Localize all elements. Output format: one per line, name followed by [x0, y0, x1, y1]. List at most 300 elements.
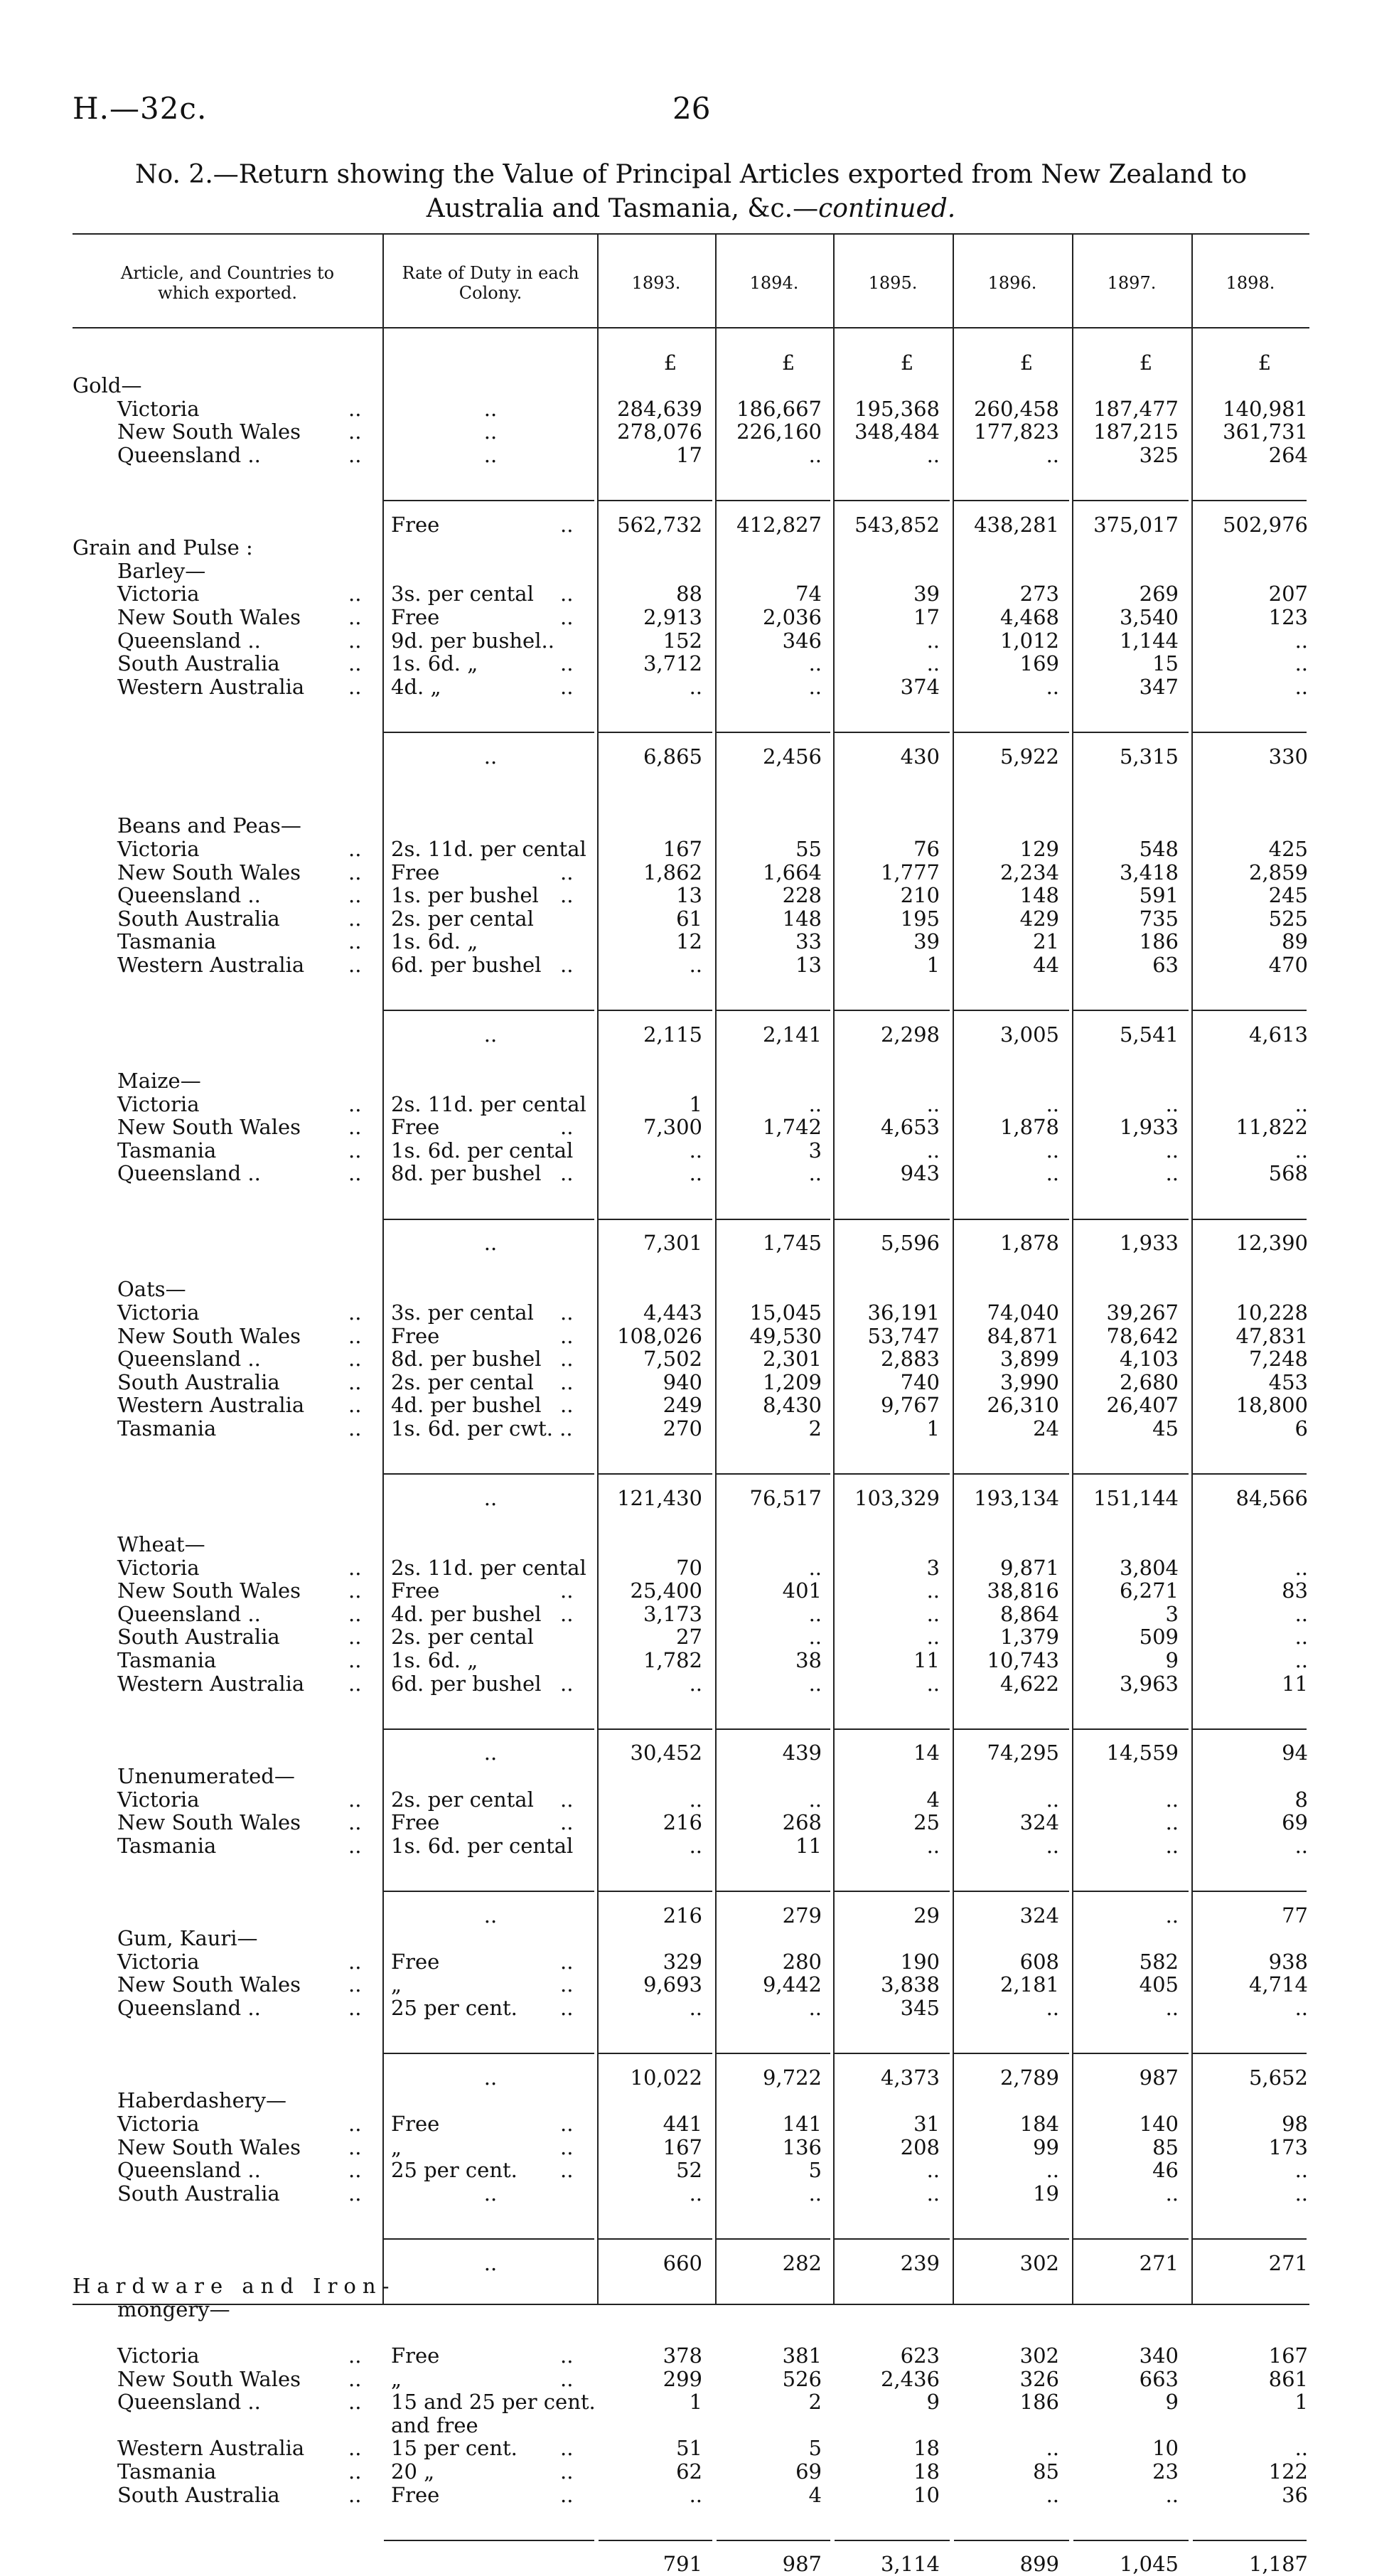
table-row: [0, 2437, 1394, 2460]
table-row: [0, 2390, 1394, 2414]
value-cell: 2: [808, 2390, 822, 2415]
total-rule: [1193, 2238, 1307, 2240]
value-cell: 39: [913, 582, 940, 606]
value-cell: 69: [795, 2459, 822, 2484]
total-rule: [1073, 1219, 1189, 1220]
value-cell: 2,115: [643, 1022, 702, 1047]
duty-rate: 1s. 6d. „: [391, 929, 478, 954]
value-cell: 282: [782, 2250, 822, 2275]
value-cell: 18,800: [1235, 1393, 1308, 1418]
value-cell: 7,301: [643, 1231, 702, 1256]
value-cell: 1,045: [1119, 2552, 1179, 2576]
value-cell: 2,436: [880, 2366, 940, 2391]
value-cell: 4: [808, 2482, 822, 2507]
leader-dots: ..: [348, 1625, 362, 1650]
value-cell: 27: [676, 1625, 702, 1650]
value-cell: 430: [900, 744, 940, 769]
leader-dots: ..: [560, 2482, 574, 2507]
value-cell: 61: [676, 906, 702, 931]
total-rule: [1193, 1891, 1307, 1892]
value-cell: 62: [676, 2459, 702, 2484]
value-cell: 208: [900, 2134, 940, 2159]
duty-rate: ..: [483, 1741, 498, 1765]
group-label: Grain and Pulse :: [73, 535, 253, 560]
total-rule: [1193, 2540, 1307, 2541]
value-cell: 340: [1139, 2343, 1179, 2368]
value-cell: 2,883: [880, 1347, 940, 1372]
total-rule: [384, 2238, 594, 2240]
value-cell: 167: [663, 2134, 702, 2159]
value-cell: ..: [689, 1833, 702, 1858]
country-label: South Australia: [117, 2181, 280, 2206]
value-cell: 1: [926, 1416, 940, 1441]
country-label: Western Australia: [117, 1393, 305, 1418]
leader-dots: ..: [560, 1671, 574, 1696]
leader-dots: ..: [560, 1323, 574, 1348]
value-cell: 329: [663, 1949, 702, 1974]
duty-rate: ..: [483, 2250, 498, 2275]
value-cell: 325: [1139, 442, 1179, 467]
value-cell: 6,271: [1119, 1578, 1179, 1603]
total-rule: [1073, 1891, 1189, 1892]
value-cell: 1,933: [1119, 1115, 1179, 1140]
value-cell: ..: [689, 674, 702, 699]
total-rule: [1073, 1473, 1189, 1475]
value-cell: 51: [676, 2436, 702, 2461]
value-cell: 83: [1282, 1578, 1308, 1603]
leader-dots: ..: [348, 2134, 362, 2159]
table-row: [0, 1162, 1394, 1185]
value-cell: 1,144: [1119, 628, 1179, 653]
value-cell: 122: [1268, 2459, 1308, 2484]
column-header-1896: 1896.: [987, 273, 1037, 293]
table-row: [0, 1371, 1394, 1394]
value-cell: ..: [1165, 1996, 1179, 2020]
value-cell: 94: [1282, 1741, 1308, 1765]
leader-dots: ..: [348, 1787, 362, 1812]
value-cell: 9,442: [762, 1972, 822, 1997]
leader-dots: ..: [348, 1393, 362, 1418]
table-row: [0, 884, 1394, 907]
value-cell: 361,731: [1223, 419, 1308, 444]
country-label: Queensland ..: [117, 2158, 261, 2183]
value-cell: 2,301: [762, 1347, 822, 1372]
value-cell: 526: [782, 2366, 822, 2391]
country-label: Queensland ..: [117, 883, 261, 908]
leader-dots: ..: [560, 1810, 574, 1835]
value-cell: 591: [1139, 883, 1179, 908]
value-cell: 548: [1139, 837, 1179, 861]
duty-rate: 2s. per cental: [391, 906, 534, 931]
total-rule: [384, 1473, 594, 1475]
value-cell: 938: [1268, 1949, 1308, 1974]
country-label: Victoria: [117, 1787, 200, 1812]
leader-dots: ..: [348, 1996, 362, 2020]
value-cell: 4,468: [999, 605, 1059, 629]
duty-rate: 2s. 11d. per cental: [391, 1555, 586, 1580]
value-cell: 10: [1152, 2436, 1179, 2461]
total-rule: [717, 732, 830, 733]
value-cell: 26,310: [987, 1393, 1059, 1418]
duty-rate: Free: [391, 1115, 440, 1140]
leader-dots: ..: [348, 2343, 362, 2368]
table-row: [0, 1973, 1394, 1997]
value-cell: ..: [1046, 2436, 1059, 2461]
duty-rate: 4d. per bushel: [391, 1601, 542, 1626]
table-row: [0, 1788, 1394, 1812]
value-cell: 84,566: [1235, 1485, 1308, 1510]
value-cell: ..: [1046, 1833, 1059, 1858]
leader-dots: ..: [348, 929, 362, 954]
value-cell: 3,838: [880, 1972, 940, 1997]
duty-rate: 25 per cent.: [391, 1996, 518, 2020]
group-heading-row: [0, 1765, 1394, 1788]
value-cell: 1,862: [643, 860, 702, 885]
value-cell: 85: [1152, 2134, 1179, 2159]
value-cell: 899: [1019, 2552, 1059, 2576]
column-header-1894: 1894.: [749, 273, 799, 293]
value-cell: ..: [1165, 1787, 1179, 1812]
value-cell: 77: [1282, 1903, 1308, 1928]
value-cell: ..: [1165, 1833, 1179, 1858]
total-rule: [384, 1891, 594, 1892]
currency-symbol: [1191, 353, 1309, 373]
leader-dots: ..: [560, 883, 574, 908]
total-rule: [384, 500, 594, 501]
value-cell: 623: [900, 2343, 940, 2368]
duty-rate: 2s. per cental: [391, 1369, 534, 1394]
table-row: [0, 1093, 1394, 1116]
leader-dots: ..: [560, 1972, 574, 1997]
value-cell: 401: [782, 1578, 822, 1603]
country-label: Victoria: [117, 837, 200, 861]
total-rule: [599, 500, 712, 501]
table-row: [0, 861, 1394, 885]
value-cell: ..: [1046, 1091, 1059, 1116]
total-rule: [1193, 732, 1307, 733]
value-cell: 3,418: [1119, 860, 1179, 885]
value-cell: 177,823: [974, 419, 1059, 444]
value-cell: ..: [808, 1996, 822, 2020]
value-cell: 1,742: [762, 1115, 822, 1140]
currency-symbol-text: £: [1139, 351, 1153, 375]
group-heading-row: [0, 2298, 1394, 2321]
country-label: Western Australia: [117, 2436, 305, 2461]
value-cell: 74,295: [987, 1741, 1059, 1765]
column-header-rate: Rate of Duty in each Colony.: [402, 263, 579, 303]
value-cell: 99: [1033, 2134, 1059, 2159]
value-cell: 38: [795, 1648, 822, 1672]
value-cell: 348,484: [854, 419, 940, 444]
value-cell: 2,181: [999, 1972, 1059, 1997]
value-cell: ..: [926, 1625, 940, 1650]
total-rule: [717, 1219, 830, 1220]
duty-rate: 1s. 6d. „: [391, 651, 478, 676]
country-label: Western Australia: [117, 1671, 305, 1696]
total-rule: [1193, 2053, 1307, 2054]
leader-dots: ..: [560, 2343, 574, 2368]
duty-rate: Free: [391, 1810, 440, 1835]
leader-dots: ..: [560, 1369, 574, 1394]
value-cell: 8: [1294, 1787, 1308, 1812]
value-cell: 169: [1019, 651, 1059, 676]
header-bottom-rule: [73, 327, 1309, 328]
table-row: [0, 1834, 1394, 1858]
value-cell: 2,036: [762, 605, 822, 629]
value-cell: 187,215: [1093, 419, 1179, 444]
leader-dots: ..: [560, 1996, 574, 2020]
country-label: Queensland ..: [117, 1996, 261, 2020]
value-cell: 347: [1139, 674, 1179, 699]
leader-dots: ..: [560, 512, 574, 537]
country-label: New South Wales: [117, 1810, 301, 1835]
table-row: [0, 1394, 1394, 1417]
value-cell: 76,517: [749, 1485, 822, 1510]
table-heading: [73, 158, 1309, 226]
total-rule: [717, 1473, 830, 1475]
value-cell: 12: [676, 929, 702, 954]
table-row: [0, 1116, 1394, 1139]
leader-dots: ..: [560, 2366, 574, 2391]
value-cell: 9: [926, 2390, 940, 2415]
value-cell: 5,922: [999, 744, 1059, 769]
total-rule: [384, 1728, 594, 1730]
group-label: Haberdashery—: [117, 2088, 286, 2113]
value-cell: 17: [913, 605, 940, 629]
value-cell: 1,209: [762, 1369, 822, 1394]
total-rule: [1193, 500, 1307, 501]
duty-rate: 2s. 11d. per cental: [391, 1091, 586, 1116]
value-cell: 226,160: [736, 419, 822, 444]
duty-rate: ..: [483, 2065, 498, 2090]
country-label: South Australia: [117, 1369, 280, 1394]
table-row: [0, 1950, 1394, 1974]
value-cell: 791: [663, 2552, 702, 2576]
value-cell: ..: [926, 1833, 940, 1858]
value-cell: ..: [1165, 1810, 1179, 1835]
value-cell: 10: [913, 2482, 940, 2507]
total-rule: [384, 732, 594, 733]
country-label: New South Wales: [117, 1115, 301, 1140]
country-label: Queensland ..: [117, 628, 261, 653]
value-cell: 186,667: [736, 396, 822, 421]
total-rule: [954, 2540, 1069, 2541]
duty-rate: ..: [483, 1231, 498, 1256]
table-row: [0, 907, 1394, 931]
duty-rate: 8d. per bushel: [391, 1347, 542, 1372]
total-rule: [717, 2238, 830, 2240]
value-cell: ..: [808, 1671, 822, 1696]
value-cell: 502,976: [1223, 512, 1308, 537]
value-cell: 7,502: [643, 1347, 702, 1372]
value-cell: 5: [808, 2158, 822, 2183]
table-row: [0, 582, 1394, 606]
value-cell: ..: [926, 1578, 940, 1603]
duty-rate: 1s. 6d. per cwt. ..: [391, 1416, 573, 1441]
value-cell: ..: [1165, 1903, 1179, 1928]
leader-dots: ..: [348, 2482, 362, 2507]
value-cell: ..: [689, 1996, 702, 2020]
value-cell: 195: [900, 906, 940, 931]
leader-dots: ..: [560, 953, 574, 977]
value-cell: ..: [808, 674, 822, 699]
value-cell: 190: [900, 1949, 940, 1974]
leader-dots: ..: [348, 953, 362, 977]
leader-dots: ..: [348, 1949, 362, 1974]
value-cell: 69: [1282, 1810, 1308, 1835]
value-cell: 381: [782, 2343, 822, 2368]
value-cell: 6,865: [643, 744, 702, 769]
leader-dots: ..: [348, 1578, 362, 1603]
column-header-1893: 1893.: [631, 273, 681, 293]
total-rule: [1073, 2053, 1189, 2054]
total-rule: [954, 1010, 1069, 1011]
duty-rate: ..: [483, 1485, 498, 1510]
value-cell: 3,173: [643, 1601, 702, 1626]
value-cell: 3: [808, 1138, 822, 1163]
leader-dots: ..: [560, 605, 574, 629]
value-cell: 151,144: [1093, 1485, 1179, 1510]
value-cell: 608: [1019, 1949, 1059, 1974]
value-cell: 278,076: [617, 419, 702, 444]
value-cell: ..: [689, 2181, 702, 2206]
value-cell: 7,248: [1248, 1347, 1308, 1372]
value-cell: ..: [926, 651, 940, 676]
currency-symbol: [833, 353, 953, 373]
group-heading-row: [0, 2089, 1394, 2112]
table-row: [0, 1811, 1394, 1834]
currency-symbol-text: £: [1258, 351, 1272, 375]
value-cell: 129: [1019, 837, 1059, 861]
leader-dots: ..: [348, 1369, 362, 1394]
value-cell: 123: [1268, 605, 1308, 629]
duty-rate: Free: [391, 1323, 440, 1348]
table-row: [0, 2136, 1394, 2159]
value-cell: 173: [1268, 2134, 1308, 2159]
value-cell: ..: [808, 1091, 822, 1116]
value-cell: ..: [926, 1138, 940, 1163]
value-cell: 152: [663, 628, 702, 653]
leader-dots: ..: [348, 1671, 362, 1696]
value-cell: 5: [808, 2436, 822, 2461]
country-label: Victoria: [117, 1091, 200, 1116]
value-cell: ..: [1046, 1161, 1059, 1186]
group-heading-row: [0, 374, 1394, 397]
value-cell: 324: [1019, 1810, 1059, 1835]
leader-dots: ..: [348, 1601, 362, 1626]
country-label: New South Wales: [117, 1972, 301, 1997]
table-row: [0, 1139, 1394, 1163]
duty-rate: 2s. per cental: [391, 1787, 534, 1812]
leader-dots: ..: [348, 2181, 362, 2206]
duty-rate: Free: [391, 512, 440, 537]
total-rule: [599, 1891, 712, 1892]
total-rule: [835, 732, 950, 733]
total-rule: [954, 1473, 1069, 1475]
country-label: Victoria: [117, 1300, 200, 1325]
country-label: South Australia: [117, 651, 280, 676]
value-cell: 9,722: [762, 2065, 822, 2090]
value-cell: 46: [1152, 2158, 1179, 2183]
value-cell: 987: [782, 2552, 822, 2576]
leader-dots: ..: [560, 2158, 574, 2183]
value-cell: 284,639: [617, 396, 702, 421]
duty-rate: 6d. per bushel: [391, 953, 542, 977]
value-cell: 9,767: [880, 1393, 940, 1418]
value-cell: 45: [1152, 1416, 1179, 1441]
total-rule: [717, 2053, 830, 2054]
duty-rate: ..: [483, 396, 498, 421]
total-rule: [835, 1728, 950, 1730]
total-rule: [384, 2053, 594, 2054]
table-row: [0, 420, 1394, 444]
value-cell: 25: [913, 1810, 940, 1835]
total-rule: [1073, 732, 1189, 733]
value-cell: 509: [1139, 1625, 1179, 1650]
country-label: Queensland ..: [117, 442, 261, 467]
leader-dots: ..: [348, 1091, 362, 1116]
duty-rate: Free: [391, 2112, 440, 2136]
table-bottom-rule: [73, 2304, 1309, 2305]
value-cell: 302: [1019, 2250, 1059, 2275]
value-cell: 15: [1152, 651, 1179, 676]
value-cell: 239: [900, 2250, 940, 2275]
value-cell: 943: [900, 1161, 940, 1186]
value-cell: 18: [913, 2459, 940, 2484]
value-cell: 9: [1165, 1648, 1179, 1672]
duty-rate: 4d. per bushel: [391, 1393, 542, 1418]
leader-dots: ..: [560, 2112, 574, 2136]
total-rule: [384, 1010, 594, 1011]
total-rule: [599, 2053, 712, 2054]
table-row: [0, 444, 1394, 467]
group-heading-row: [0, 1069, 1394, 1093]
table-row: [0, 1603, 1394, 1626]
value-cell: 441: [663, 2112, 702, 2136]
value-cell: 299: [663, 2366, 702, 2391]
total-rule: [835, 1891, 950, 1892]
total-rule: [835, 2053, 950, 2054]
leader-dots: ..: [348, 1347, 362, 1372]
group-label: Oats—: [117, 1277, 186, 1302]
document-reference: H.—32c.: [73, 91, 208, 126]
table-row: [0, 2414, 1394, 2437]
value-cell: 4,653: [880, 1115, 940, 1140]
value-cell: 2,913: [643, 605, 702, 629]
value-cell: 55: [795, 837, 822, 861]
value-cell: 31: [913, 2112, 940, 2136]
total-rule: [954, 1728, 1069, 1730]
table-row: [0, 930, 1394, 953]
value-cell: 273: [1019, 582, 1059, 606]
leader-dots: ..: [560, 1161, 574, 1186]
value-cell: 108,026: [617, 1323, 702, 1348]
value-cell: 4: [926, 1787, 940, 1812]
duty-rate: 15 and 25 per cent.: [391, 2390, 596, 2415]
group-label: Beans and Peas—: [117, 813, 301, 838]
duty-rate: Free: [391, 2482, 440, 2507]
value-cell: 9,693: [643, 1972, 702, 1997]
group-heading-row: [0, 536, 1394, 560]
total-row: [0, 2553, 1394, 2576]
value-cell: 2,234: [999, 860, 1059, 885]
country-label: Queensland ..: [117, 1161, 261, 1186]
value-cell: 88: [676, 582, 702, 606]
value-cell: 3,899: [999, 1347, 1059, 1372]
value-cell: ..: [1294, 1601, 1308, 1626]
total-row: [0, 1487, 1394, 1510]
country-label: South Australia: [117, 1625, 280, 1650]
